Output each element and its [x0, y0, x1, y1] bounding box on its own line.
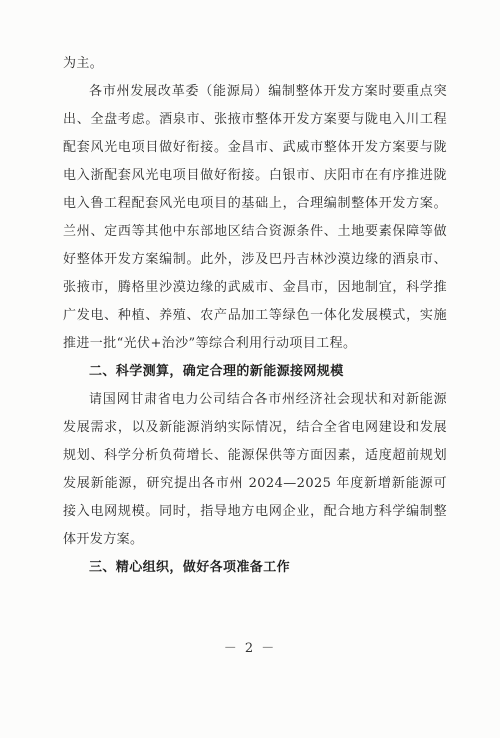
section-heading-3: 三、精心组织，做好各项准备工作	[89, 560, 291, 575]
paragraph-grid-scale: 请国网甘肃省电力公司结合各市州经济社会现状和对新能源发展需求，以及新能源消纳实际情况，结合全省电网建设和发展规划、科学分析负荷增长、能源保供等方面因素，适度超前规划发展新能源，研究提出各市州 2024—2025 年度新增新能源可接入电网规模。同时，指导地方电网企业，配合地方科学编制整体开发方案。	[63, 392, 447, 547]
continuation-text: 为主。	[63, 56, 104, 71]
document-body	[63, 50, 447, 582]
paragraph-plan-priorities: 各市州发展改革委（能源局）编制整体开发方案时要重点突出、全盘考虑。酒泉市、张掖市整体开发方案要与陇电入川工程配套风光电项目做好衔接。金昌市、武威市整体开发方案要与陇电入浙配套风光电项目做好衔接。白银市、庆阳市在有序推进陇电入鲁工程配套风光电项目的基础上，合理编制整体开发方案。兰州、定西等其他中东部地区结合资源条件、土地要素保障等做好整体开发方案编制。此外，涉及巴丹吉林沙漠边缘的酒泉市、张掖市，腾格里沙漠边缘的武威市、金昌市，因地制宜，科学推广发电、种植、养殖、农产品加工等绿色一体化发展模式，实施推进一批“光伏+治沙”等综合利用行动项目工程。	[63, 84, 447, 351]
section-heading-2: 二、科学测算，确定合理的新能源接网规模	[89, 364, 344, 379]
page-number: － 2 －	[223, 641, 277, 656]
